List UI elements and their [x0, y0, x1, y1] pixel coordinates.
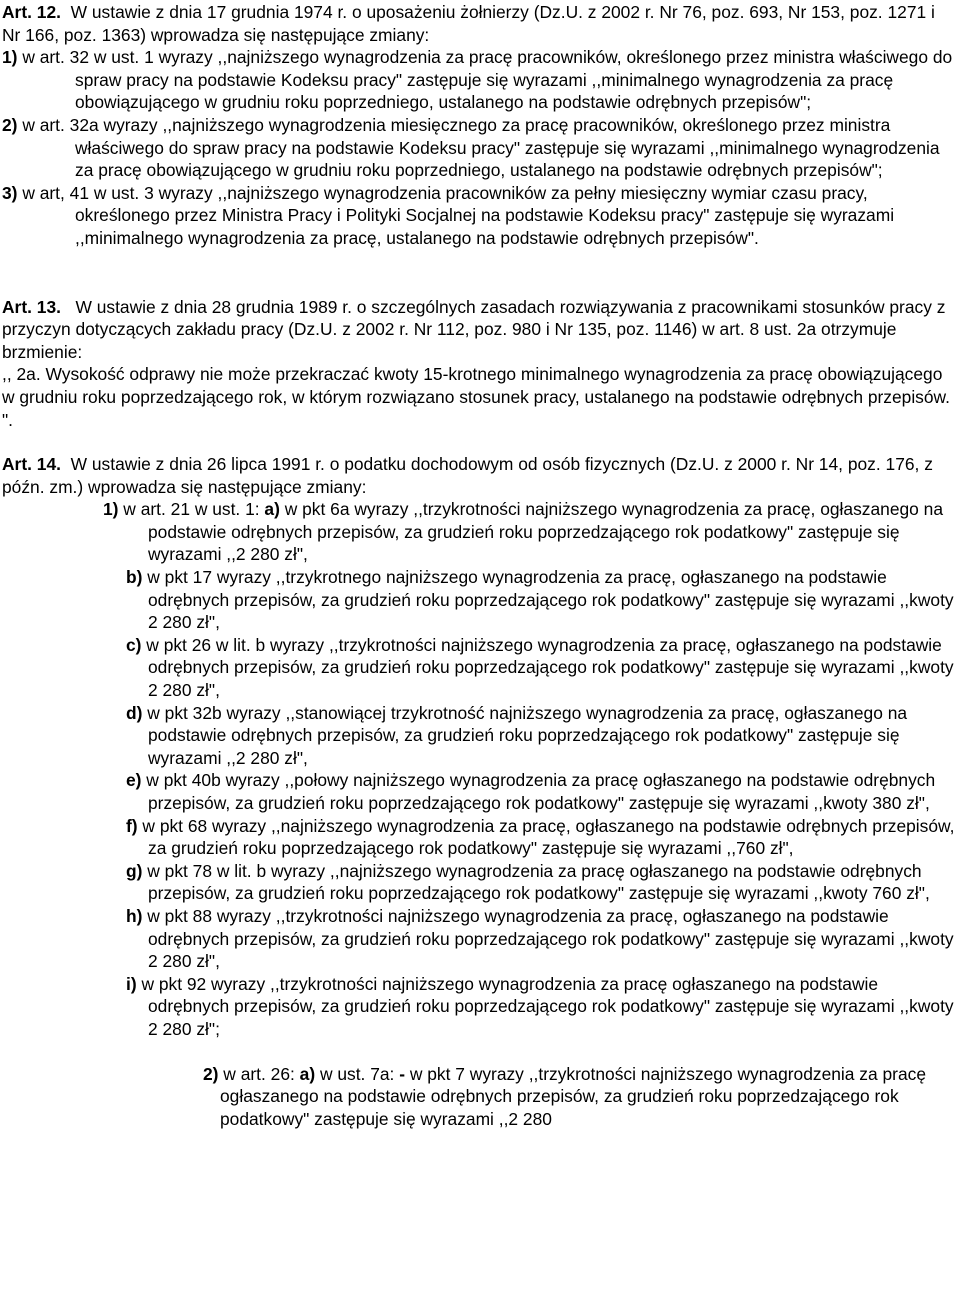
subitem-letter: f) — [126, 815, 138, 836]
item-text: w art, 41 w ust. 3 wyrazy ,,najniższego wynagrodzenia pracowników za pełny miesięczny wymiar czasu pracy, określonego przez Ministra Pracy i Polityki Socjalnej na podstawie Kodeksu pracy" zastępuje się wyrazami ,,minimalnego wynagrodzenia za pracę, ustalanego na podstawie odrębnych przepisów". — [22, 182, 895, 248]
article-13 — [2, 296, 956, 432]
item-lead: w art. 21 w ust. 1: — [118, 499, 265, 520]
article-14-subitem-f — [126, 815, 956, 860]
article-12 — [2, 1, 956, 250]
subitem-letter: c) — [126, 634, 142, 655]
article-14-subitem-a — [103, 498, 956, 566]
item-number: 2) — [203, 1063, 219, 1084]
subitem-text: w pkt 40b wyrazy ,,połowy najniższego wynagrodzenia za pracę ogłaszanego na podstawie odrębnych przepisów, za grudzień roku poprzedzającego rok podatkowy" zastępuje się wyrazami ,,kwoty 380 zł", — [141, 770, 936, 813]
subitem-text: w pkt 78 w lit. b wyrazy ,,najniższego wynagrodzenia za pracę ogłaszanego na podstawie odrębnych przepisów, za grudzień roku poprzedzającego rok podatkowy" zastępuje się wyrazami ,,kwoty 760 zł", — [142, 860, 930, 904]
article-14-item-1 — [2, 498, 956, 1040]
subitem-letter: b) — [126, 567, 143, 588]
subitem-letter: d) — [126, 702, 143, 723]
article-14-subitem-d — [126, 702, 956, 770]
article-14-subitem-h — [126, 905, 956, 973]
document-page — [2, 1, 956, 1130]
article-14-subitem-i — [126, 973, 956, 1041]
subitem-text: w pkt 6a wyrazy ,,trzykrotności najniższego wynagrodzenia za pracę, ogłaszanego na podstawie odrębnych przepisów, za grudzień roku poprzedzającego rok podatkowy" zastępuje się wyrazami ,,2 280 zł", — [148, 499, 944, 565]
subitem-text: w pkt 32b wyrazy ,,stanowiącej trzykrotność najniższego wynagrodzenia za pracę, ogłaszanego na podstawie odrębnych przepisów, za grudzień roku poprzedzającego rok podatkowy" zastępuje się wyrazami ,,2 280 zł", — [142, 702, 908, 768]
subitem-text: w pkt 92 wyrazy ,,trzykrotności najniższego wynagrodzenia za pracę ogłaszanego na podstawie odrębnych przepisów, za grudzień roku poprzedzającego rok podatkowy" zastępuje się wyrazami ,,kwoty 2 280 zł"; — [136, 973, 954, 1039]
article-14-intro — [2, 453, 956, 498]
subitem-letter: i) — [126, 973, 137, 994]
article-13-quote: ,, 2a. Wysokość odprawy nie może przekraczać kwoty 15-krotnego minimalnego wynagrodzenia za pracę obowiązującego w grudniu roku poprzedzającego rok, w którym rozwiązano stosunek pracy, ustalanego na podstawie odrębnych przepisów. ". — [2, 364, 950, 430]
article-12-heading: Art. 12. — [2, 2, 61, 22]
section-spacer — [2, 431, 956, 453]
item-text: w art. 32 w ust. 1 wyrazy ,,najniższego wynagrodzenia za pracę pracowników, określonego przez ministra właściwego do spraw pracy na podstawie Kodeksu pracy" zastępuje się wyrazami ,,minimalnego wynagrodzenia za pracę obowiązującego w grudniu roku poprzedniego, ustalanego na podstawie odrębnych przepisów"; — [22, 47, 953, 113]
article-14-subitem-c — [126, 634, 956, 702]
item-number: 1) — [2, 47, 18, 68]
article-14-subitem-b — [126, 566, 956, 634]
section-spacer — [2, 250, 956, 296]
item-lead: w art. 26: — [218, 1063, 300, 1084]
subitem-text: w pkt 7 wyrazy ,,trzykrotności najniższego wynagrodzenia za pracę ogłaszanego na podstawie odrębnych przepisów, za grudzień roku poprzedzającego rok podatkowy" zastępuje się wyrazami ,,2 280 — [220, 1063, 926, 1129]
subitem-letter: a) — [264, 499, 280, 520]
article-14-item-2 — [2, 1063, 956, 1131]
section-spacer — [2, 1041, 956, 1063]
article-12-item-3 — [2, 182, 956, 250]
dash-marker: - — [399, 1063, 406, 1084]
subitem-letter: g) — [126, 860, 143, 881]
article-12-item-1 — [2, 46, 956, 114]
subitem-text: w pkt 26 w lit. b wyrazy ,,trzykrotności najniższego wynagrodzenia za pracę, ogłaszanego na podstawie odrębnych przepisów, za grudzień roku poprzedzającego rok podatkowy" zastępuje się wyrazami ,,kwoty 2 280 zł", — [141, 634, 954, 701]
subitem-letter: e) — [126, 770, 142, 791]
article-12-item-list — [2, 46, 956, 249]
article-14-subitem-e — [126, 769, 956, 814]
article-12-intro — [2, 1, 956, 46]
article-14 — [2, 453, 956, 1130]
article-14-heading: Art. 14. — [2, 454, 61, 475]
article-13-intro — [2, 296, 956, 364]
subitem-lead: w ust. 7a: — [315, 1063, 400, 1084]
article-12-intro-text: W ustawie z dnia 17 grudnia 1974 r. o uposażeniu żołnierzy (Dz.U. z 2002 r. Nr 76, poz. 693, Nr 153, poz. 1271 i Nr 166, poz. 1363) wprowadza się następujące zmiany: — [2, 2, 935, 45]
article-13-intro-text: W ustawie z dnia 28 grudnia 1989 r. o szczególnych zasadach rozwiązywania z pracownikami stosunków pracy z przyczyn dotyczących zakładu pracy (Dz.U. z 2002 r. Nr 112, poz. 980 i Nr 135, poz. 1146) w art. 8 ust. 2a otrzymuje brzmienie: — [2, 296, 946, 362]
article-13-heading: Art. 13. — [2, 296, 61, 317]
article-12-item-2 — [2, 114, 956, 182]
subitem-letter: h) — [126, 905, 143, 926]
article-14-intro-text: W ustawie z dnia 26 lipca 1991 r. o podatku dochodowym od osób fizycznych (Dz.U. z 2000 r. Nr 14, poz. 176, z późn. zm.) wprowadza się następujące zmiany: — [2, 454, 933, 497]
article-14-subitem-g — [126, 860, 956, 905]
subitem-text: w pkt 17 wyrazy ,,trzykrotnego najniższego wynagrodzenia za pracę, ogłaszanego na podstawie odrębnych przepisów, za grudzień roku poprzedzającego rok podatkowy" zastępuje się wyrazami ,,kwoty 2 280 zł", — [142, 567, 954, 633]
item-text: w art. 32a wyrazy ,,najniższego wynagrodzenia miesięcznego za pracę pracowników, określonego przez ministra właściwego do spraw pracy na podstawie Kodeksu pracy" zastępuje się wyrazami ,,minimalnego wynagrodzenia za pracę obowiązującego w grudniu roku poprzedniego, ustalanego na podstawie odrębnych przepisów"; — [22, 114, 940, 181]
subitem-text: w pkt 68 wyrazy ,,najniższego wynagrodzenia za pracę, ogłaszanego na podstawie odrębnych przepisów, za grudzień roku poprzedzającego rok podatkowy" zastępuje się wyrazami ,,760 zł", — [137, 815, 955, 859]
item-number: 3) — [2, 182, 18, 203]
subitem-letter: a) — [299, 1063, 316, 1084]
subitem-text: w pkt 88 wyrazy ,,trzykrotności najniższego wynagrodzenia za pracę, ogłaszanego na podstawie odrębnych przepisów, za grudzień roku poprzedzającego rok podatkowy" zastępuje się wyrazami ,,kwoty 2 280 zł", — [142, 905, 954, 972]
item-number: 1) — [103, 499, 119, 520]
item-number: 2) — [2, 114, 18, 135]
